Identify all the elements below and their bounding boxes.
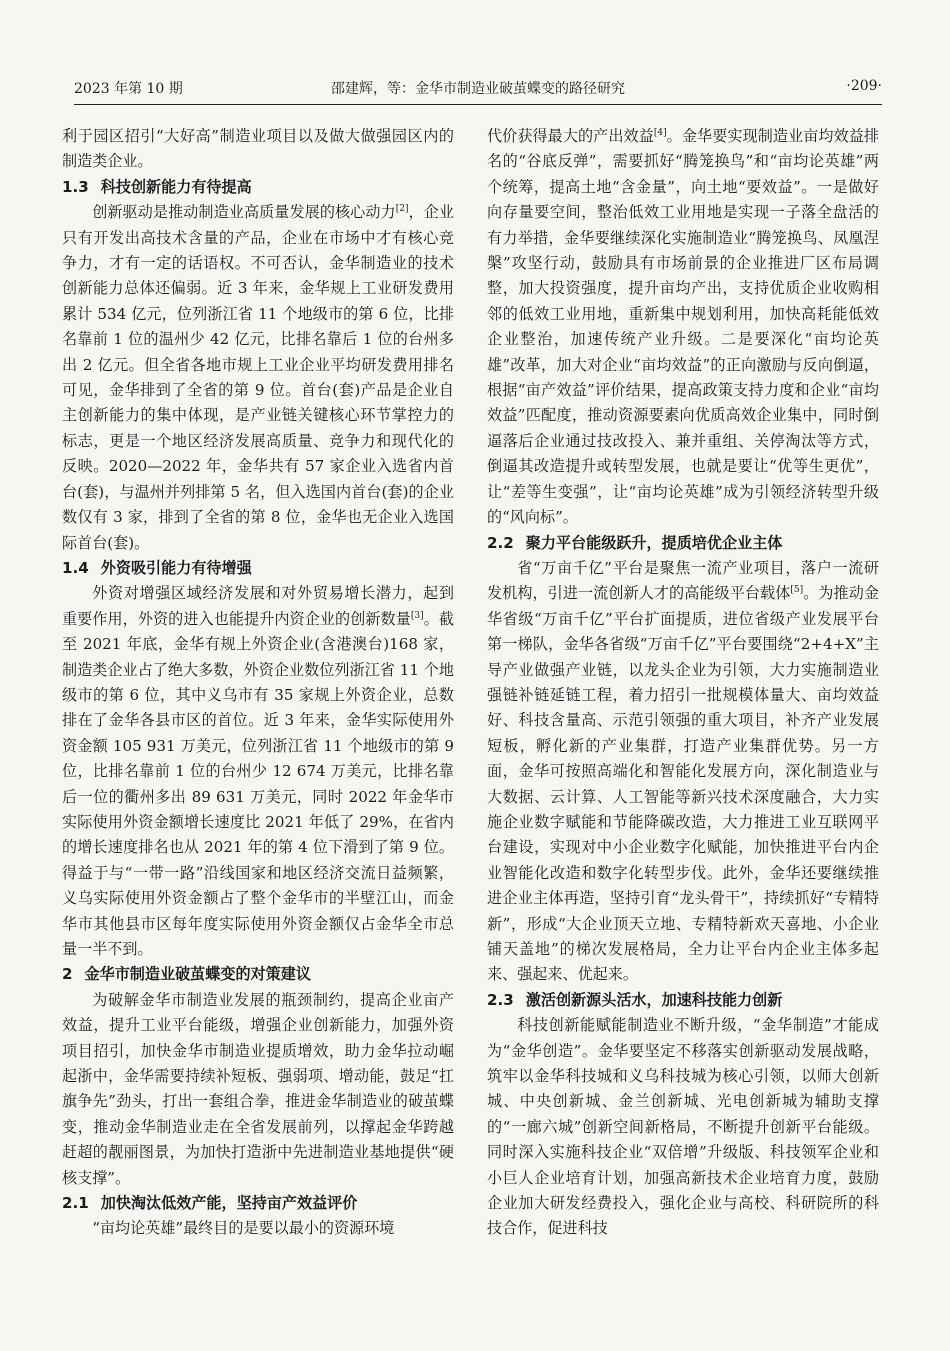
page-number: ·209· (846, 78, 882, 94)
section-heading-2-1: 2.1 加快淘汰低效产能，坚持亩产效益评价 (62, 1194, 358, 1213)
section-heading-2-3: 2.3 激活创新源头活水，加速科技能力创新 (487, 990, 783, 1009)
section-heading-1-3: 1.3 科技创新能力有待提高 (62, 177, 252, 196)
paragraph: 利于园区招引“大好高”制造业项目以及做大做强园区内的制造类企业。 (62, 127, 454, 171)
citation-ref: [5] (790, 585, 804, 596)
paragraph: 代价获得最大的产出效益[4]。金华要实现制造业亩均效益排名的“谷底反弹”，需要抓好“腾笼换鸟”和“亩均论英雄”两个统筹，提高土地“含金量”，向土地“要效益”。一是做好向存量要空间，整治低效工业用地是实现一子落全盘活的有力举措，金华要继续深化实施制造业“腾笼换鸟、凤凰涅槃”攻坚行动，鼓励具有市场前景的企业推进厂区布局调整，加大投资强度，提升亩均产出，支持优质企业收购相邻的低效工业用地，重新集中规划利用，加快高耗能低效企业整治，加速传统产业升级。二是要深化“亩均论英雄”改革，加大对企业“亩均效益”的正向激励与反向倒逼，根据“亩产效益”评价结果，提高政策支持力度和企业“亩均效益”匹配度，推动资源要素向优质高效企业集中，同时倒逼落后企业通过技改投入、兼并重组、关停淘汰等方式，倒逼其改造提升或转型发展，也就是要让“优等生更优”，让“差等生变强”，让“亩均论英雄”成为引领经济转型升级的“风向标”。 (487, 127, 879, 527)
citation-ref: [2] (395, 204, 409, 215)
right-column (487, 124, 879, 1242)
paragraph: 外资对增强区域经济发展和对外贸易增长潜力，起到重要作用，外资的进入也能提升内资企业的创新数量[3]。截至 2021 年底，金华有规上外资企业(含港澳台)168 家，制造类企业占了绝大多数，外资企业数位列浙江省 11 个地级市的第 6 位，其中义乌市有 35 家规上外资企业，总数排在了金华各县市区的首位。近 3 年来，金华实际使用外资金额 105 931 万美元，位列浙江省 11 个地级市的第 9 位，比排名靠前 1 位的台州少 12 674 万美元，比排名靠后一位的衢州多出 89 631 万美元，同时 2022 年金华市实际使用外资金额增长速度比 2021 年低了 29%，在省内的增长速度排名也从 2021 年的第 4 位下滑到了第 9 位。得益于与“一带一路”沿线国家和地区经济交流日益频繁，义乌实际使用外资金额占了整个金华市的半壁江山，而金华市其他县市区每年度实际使用外资金额仅占金华全市总量一半不到。 (62, 584, 454, 958)
paragraph: 省“万亩千亿”平台是聚焦一流产业项目，落户一流研发机构，引进一流创新人才的高能级平台载体[5]。为推动金华省级“万亩千亿”平台扩面提质，进位省级产业发展平台第一梯队，金华各省级“万亩千亿”平台要围绕“2+4+X”主导产业做强产业链，以龙头企业为引领，大力实施制造业强链补链延链工程，着力招引一批规模体量大、亩均效益好、科技含量高、示范引领强的重大项目，补齐产业发展短板，孵化新的产业集群，打造产业集群优势。另一方面，金华可按照高端化和智能化发展方向，深化制造业与大数据、云计算、人工智能等新兴技术深度融合，大力实施企业数字赋能和节能降碳改造，大力推进工业互联网平台建设，实现对中小企业数字化赋能，加快推进平台内企业智能化改造和数字化转型步伐。此外，金华还要继续推进企业主体再造，坚持引育“龙头骨干”，持续抓好“专精特新”，形成“大企业顶天立地、专精特新欢天喜地、小企业铺天盖地”的梯次发展格局，全力让平台内企业主体多起来、强起来、优起来。 (487, 558, 879, 984)
journal-issue: 2023 年第 10 期 (74, 81, 183, 97)
section-heading-2-2: 2.2 聚力平台能级跃升，提质培优企业主体 (487, 533, 783, 552)
paragraph: “亩均论英雄”最终目的是要以最小的资源环境 (92, 1219, 395, 1238)
running-title: 邵建辉，等：金华市制造业破茧蝶变的路径研究 (331, 81, 625, 97)
page-header (74, 60, 882, 105)
citation-ref: [3] (410, 610, 424, 621)
section-heading-2: 2 金华市制造业破茧蝶变的对策建议 (62, 965, 311, 984)
left-column (62, 124, 454, 1242)
citation-ref: [4] (653, 127, 667, 138)
paragraph: 创新驱动是推动制造业高质量发展的核心动力[2]，企业只有开发出高技术含量的产品，企业在市场中才有核心竞争力，才有一定的话语权。不可否认，金华制造业的技术创新能力总体还偏弱。近 3 年来，金华规上工业研发费用累计 534 亿元，位列浙江省 11 个地级市的第 6 位，比排名靠前 1 位的温州少 42 亿元，比排名靠后 1 位的台州多出 2 亿元。但全省各地市规上工业企业平均研发费用排名可见，金华排到了全省的第 9 位。首台(套)产品是企业自主创新能力的集中体现，是产业链关键核心环节掌控力的标志，更是一个地区经济发展高质量、竞争力和现代化的反映。2020—2022 年，金华共有 57 家企业入选省内首台(套)，与温州并列排第 5 名，但入选国内首台(套)的企业数仅有 3 家，排到了全省的第 8 位，金华也无企业入选国际首台(套)。 (62, 203, 454, 552)
section-heading-1-4: 1.4 外资吸引能力有待增强 (62, 558, 252, 577)
paragraph: 为破解金华市制造业发展的瓶颈制约，提高企业亩产效益，提升工业平台能级，增强企业创新能力，加强外资项目招引，加快金华市制造业提质增效，助力金华拉动崛起浙中，金华需要持续补短板、强弱项、增动能，鼓足“扛旗争先”劲头，打出一套组合拳，推进金华制造业的破茧蝶变，推动金华制造业走在全省发展前列，以撑起金华跨越赶超的靓丽图景，为加快打造浙中先进制造业基地提供“硬核支撑”。 (62, 990, 454, 1187)
paragraph: 科技创新能赋能制造业不断升级，“金华制造”才能成为“金华创造”。金华要坚定不移落实创新驱动发展战略，筑牢以金华科技城和义乌科技城为核心引领，以师大创新城、中央创新城、金兰创新城、光电创新城为辅助支撑的“一廊六城”创新空间新格局，不断提升创新平台能级。同时深入实施科技企业“双倍增”升级版、科技领军企业和小巨人企业培育计划，加强高新技术企业培育力度，鼓励企业加大研发经费投入，强化企业与高校、科研院所的科技合作，促进科技 (487, 1016, 879, 1238)
